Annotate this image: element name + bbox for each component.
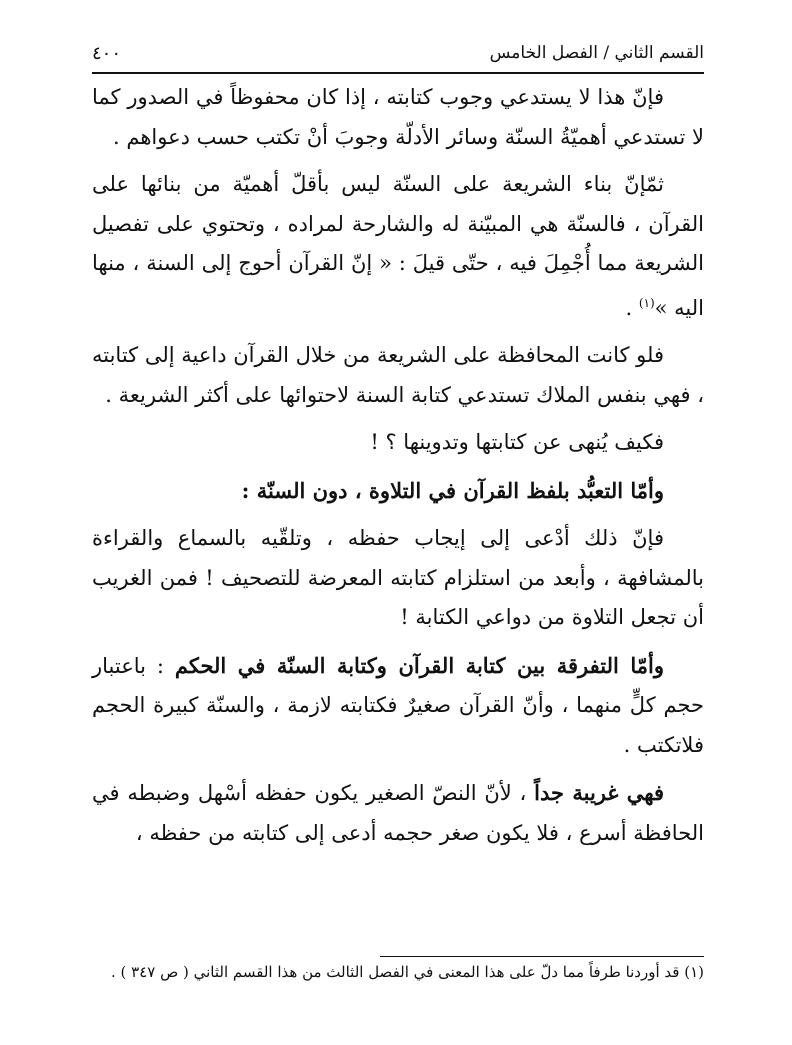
section-heading-tabbud [92, 471, 704, 512]
page-number: ٤٠٠ [92, 42, 122, 64]
footnote: (١) قد أوردنا طرفاً مما دلّ على هذا المعنى في الفصل الثالث من هذا القسم الثاني ( ص ٣٤٧ ) . [111, 963, 704, 981]
section-heading-tabbud-text: وأمّا التعبُّد بلفظ القرآن في التلاوة ، دون السنّة : [241, 477, 664, 503]
paragraph-7-bold: وأمّا التفرقة بين كتابة القرآن وكتابة السنّة في الحكم [174, 652, 664, 678]
paragraph-8-bold: فهي غريبة جداً [534, 780, 665, 805]
paragraph-6: فإنّ ذلك أدْعى إلى إيجاب حفظه ، وتلقّيه بالسماع والقراءة بالمشافهة ، وأبعد من استلزام كتابته المعرضة للتصحيف ! فمن الغريب أن تجعل التلاوة من دواعي الكتابة ! [92, 526, 704, 629]
page-body [92, 78, 704, 861]
paragraph-8-rest: ، لأنّ النصّ الصغير يكون حفظه أسْهل وضبطه في الحافظة أسرع ، فلا يكون صغر حجمه أدعى إلى كتابته من حفظه ، [92, 781, 704, 845]
paragraph-2 [92, 165, 704, 328]
paragraph-8 [92, 773, 704, 853]
footnote-ref: (١) [638, 295, 655, 310]
page-header [92, 34, 704, 72]
paragraph-2-text: ثمّإنّ بناء الشريعة على السنّة ليس بأقلّ أهميّة من بنائها على القرآن ، فالسنّة هي المبيّنة له والشارحة لمراده ، وتحتوي على تفصيل الشريعة مما أُجْمِلَ فيه ، حتّى قيلَ : « إنّ القرآن أحوج إلى السنة ، منها اليه » [92, 172, 704, 320]
paragraph-4: فكيف يُنهى عن كتابتها وتدوينها ؟ ! [370, 430, 664, 454]
header-rule [92, 72, 704, 74]
paragraph-7-rest: : باعتبار حجم كلٍّ منهما ، وأنّ القرآن صغيرٌ فكتابته لازمة ، والسنّة كبيرة الحجم فلاتكتب . [92, 653, 704, 757]
paragraph-3: فلو كانت المحافظة على الشريعة من خلال القرآن داعية إلى كتابته ، فهي بنفس الملاك تستدعي كتابة السنة لاحتوائها على أكثر الشريعة . [91, 343, 704, 407]
footnote-rule [380, 956, 704, 957]
paragraph-2-end: . [625, 295, 639, 320]
running-head: القسم الثاني / الفصل الخامس [489, 43, 704, 63]
paragraph-7 [92, 646, 704, 766]
paragraph-1: فإنّ هذا لا يستدعي وجوب كتابته ، إذا كان محفوظاً في الصدور كما لا تستدعي أهميّةُ السنّة وسائر الأدلّة وجوبَ أنْ تكتب حسب دعواهم . [92, 85, 704, 149]
